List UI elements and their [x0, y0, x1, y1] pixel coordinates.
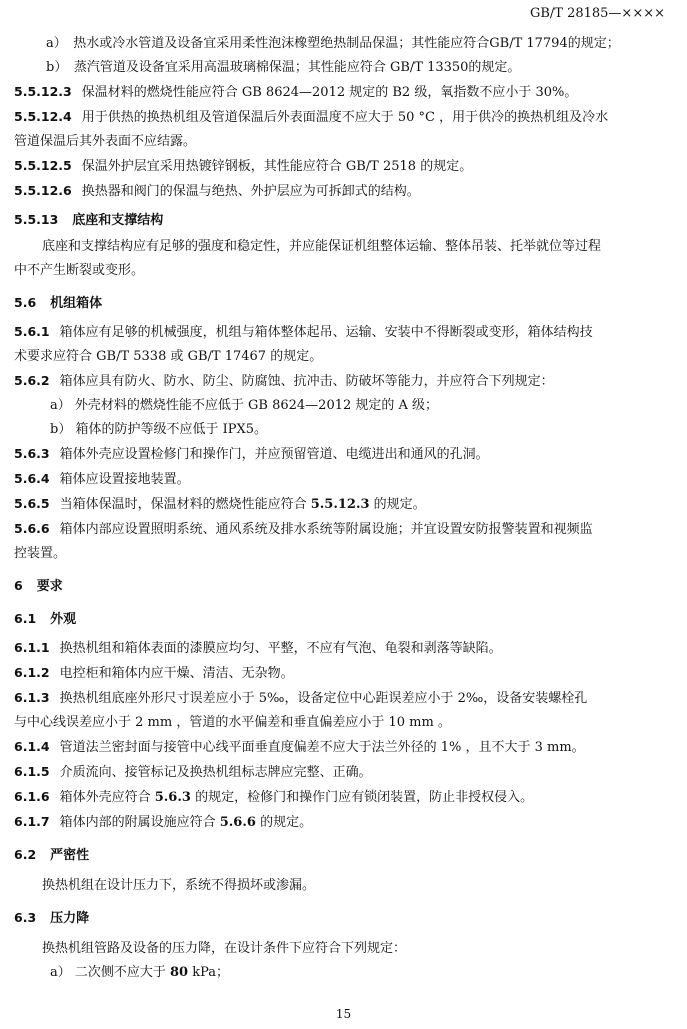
clause: [14, 154, 669, 179]
clause: [14, 369, 669, 394]
clause: [14, 105, 669, 130]
clause: [14, 686, 669, 711]
document-body: [14, 32, 669, 985]
clause-text: 箱体应设置接地装置。: [59, 472, 190, 487]
clause-number: 5.5.12.3: [14, 84, 72, 99]
paragraph: 换热机组管路及设备的压力降，在设计条件下应符合下列规定：: [42, 941, 407, 956]
clause-text: 换热器和阀门的保温与绝热、外护层应为可拆卸式的结构。: [81, 184, 420, 199]
clause: [14, 517, 669, 542]
clause-text: 箱体外壳应设置检修门和操作门，并应预留管道、电缆进出和通风的孔洞。: [59, 447, 489, 462]
clause: [14, 320, 669, 345]
heading-title: 机组箱体: [50, 296, 103, 311]
clause: [14, 80, 669, 105]
paragraph-continuation: 中不产生断裂或变形。: [14, 263, 145, 278]
list-item-value: 80: [170, 965, 189, 980]
paragraph: 底座和支撑结构应有足够的强度和稳定性，并应能保证机组整体运输、整体吊装、托举就位等过程: [42, 239, 602, 254]
clause-text: 的规定。: [369, 497, 426, 512]
clause-text: 箱体内部应设置照明系统、通风系统及排水系统等附属设施；并宜设置安防报警装置和视频监: [59, 522, 593, 537]
clause-continuation: 管道保温后其外表面不应结露。: [14, 134, 197, 149]
list-item: [14, 56, 669, 80]
clause-text: 箱体外壳应符合: [59, 790, 155, 805]
heading-title: 底座和支撑结构: [72, 213, 164, 228]
heading-number: 6.2: [14, 847, 37, 862]
clause: [14, 492, 669, 517]
clause-reference: 5.6.6: [219, 815, 256, 830]
clause-text: 换热机组和箱体表面的漆膜应均匀、平整，不应有气泡、龟裂和剥落等缺陷。: [59, 641, 502, 656]
clause-text: 当箱体保温时，保温材料的燃烧性能应符合: [59, 497, 311, 512]
clause: [14, 810, 669, 835]
clause-number: 5.5.12.6: [14, 183, 72, 198]
heading-title: 严密性: [50, 848, 90, 863]
clause-number: 5.6.6: [14, 521, 50, 536]
paragraph: 换热机组在设计压力下，系统不得损坏或渗漏。: [42, 878, 316, 893]
clause-number: 5.6.3: [14, 446, 50, 461]
clause-continuation: 与中心线误差应小于 2 mm ，管道的水平偏差和垂直偏差应小于 10 mm 。: [14, 715, 451, 730]
clause: [14, 735, 669, 760]
clause-number: 6.1.2: [14, 665, 50, 680]
list-item: a） 外壳材料的燃烧性能不应低于 GB 8624—2012 规定的 A 级；: [50, 398, 439, 413]
heading-title: 压力降: [50, 911, 90, 926]
clause-number: 5.5.12.4: [14, 109, 72, 124]
clause-number: 5.6.5: [14, 496, 50, 511]
section-heading: [14, 607, 669, 632]
heading-number: 5.5.13: [14, 212, 59, 227]
clause-number: 5.6.1: [14, 324, 50, 339]
list-item: [14, 32, 669, 56]
clause-continuation: 术要求应符合 GB/T 5338 或 GB/T 17467 的规定。: [14, 349, 323, 364]
section-heading: [14, 291, 669, 316]
clause-text: 介质流向、接管标记及换热机组标志牌应完整、正确。: [59, 765, 372, 780]
heading-number: 6: [14, 578, 23, 593]
clause-text: 保温外护层宜采用热镀锌钢板，其性能应符合 GB/T 2518 的规定。: [81, 159, 473, 174]
list-item-text: a） 热水或冷水管道及设备宜采用柔性泡沫橡塑绝热制品保温；其性能应符合GB/T 17794的规定；: [46, 36, 620, 51]
list-item-text: a） 二次侧不应大于: [50, 965, 171, 980]
clause-text: 用于供热的换热机组及管道保温后外表面温度不应大于 50 °C ，用于供冷的换热机组及冷水: [81, 110, 609, 125]
standard-code-header: GB/T 28185—××××: [529, 6, 665, 21]
clause: [14, 442, 669, 467]
clause: [14, 760, 669, 785]
clause-number: 6.1.6: [14, 789, 50, 804]
list-item-unit: kPa；: [188, 965, 230, 980]
heading-number: 5.6: [14, 295, 37, 310]
list-item: [14, 961, 669, 985]
list-item-text: b） 蒸汽管道及设备宜采用高温玻璃棉保温；其性能应符合 GB/T 13350的规定。: [46, 60, 521, 75]
clause: [14, 179, 669, 204]
clause-text: 电控柜和箱体内应干燥、清洁、无杂物。: [59, 666, 294, 681]
page-number: 15: [335, 1007, 352, 1021]
clause-reference: 5.5.12.3: [310, 497, 370, 512]
clause-reference: 5.6.3: [154, 790, 191, 805]
clause-number: 6.1.5: [14, 764, 50, 779]
section-heading: [14, 208, 669, 233]
heading-number: 6.1: [14, 611, 37, 626]
clause-number: 6.1.1: [14, 640, 50, 655]
clause-text: 箱体内部的附属设施应符合: [59, 815, 220, 830]
clause-number: 5.5.12.5: [14, 158, 72, 173]
clause-text: 管道法兰密封面与接管中心线平面垂直度偏差不应大于法兰外径的 1% ，且不大于 3 mm。: [59, 740, 585, 755]
clause-text: 箱体应具有防火、防水、防尘、防腐蚀、抗冲击、防破坏等能力，并应符合下列规定：: [59, 374, 554, 389]
clause-number: 5.6.2: [14, 373, 50, 388]
clause-text: 保温材料的燃烧性能应符合 GB 8624—2012 规定的 B2 级，氧指数不应小于 30%。: [81, 85, 578, 100]
section-heading: [14, 843, 669, 868]
clause-continuation: 控装置。: [14, 546, 67, 561]
heading-title: 要求: [36, 579, 63, 594]
heading-title: 外观: [50, 612, 77, 627]
list-item: b） 箱体的防护等级不应低于 IPX5。: [50, 422, 267, 437]
clause: [14, 661, 669, 686]
clause-number: 6.1.3: [14, 690, 50, 705]
clause-number: 6.1.7: [14, 814, 50, 829]
clause-number: 5.6.4: [14, 471, 50, 486]
clause-text: 的规定，检修门和操作门应有锁闭装置，防止非授权侵入。: [190, 790, 534, 805]
section-heading: [14, 906, 669, 931]
clause-text: 箱体应有足够的机械强度，机组与箱体整体起吊、运输、安装中不得断裂或变形，箱体结构技: [59, 325, 593, 340]
clause-number: 6.1.4: [14, 739, 50, 754]
clause: [14, 785, 669, 810]
clause: [14, 467, 669, 492]
clause-text: 换热机组底座外形尺寸误差应小于 5‰，设备定位中心距误差应小于 2‰，设备安装螺栓孔: [59, 691, 588, 706]
clause-text: 的规定。: [255, 815, 313, 830]
clause: [14, 636, 669, 661]
chapter-heading: [14, 574, 669, 599]
heading-number: 6.3: [14, 910, 37, 925]
